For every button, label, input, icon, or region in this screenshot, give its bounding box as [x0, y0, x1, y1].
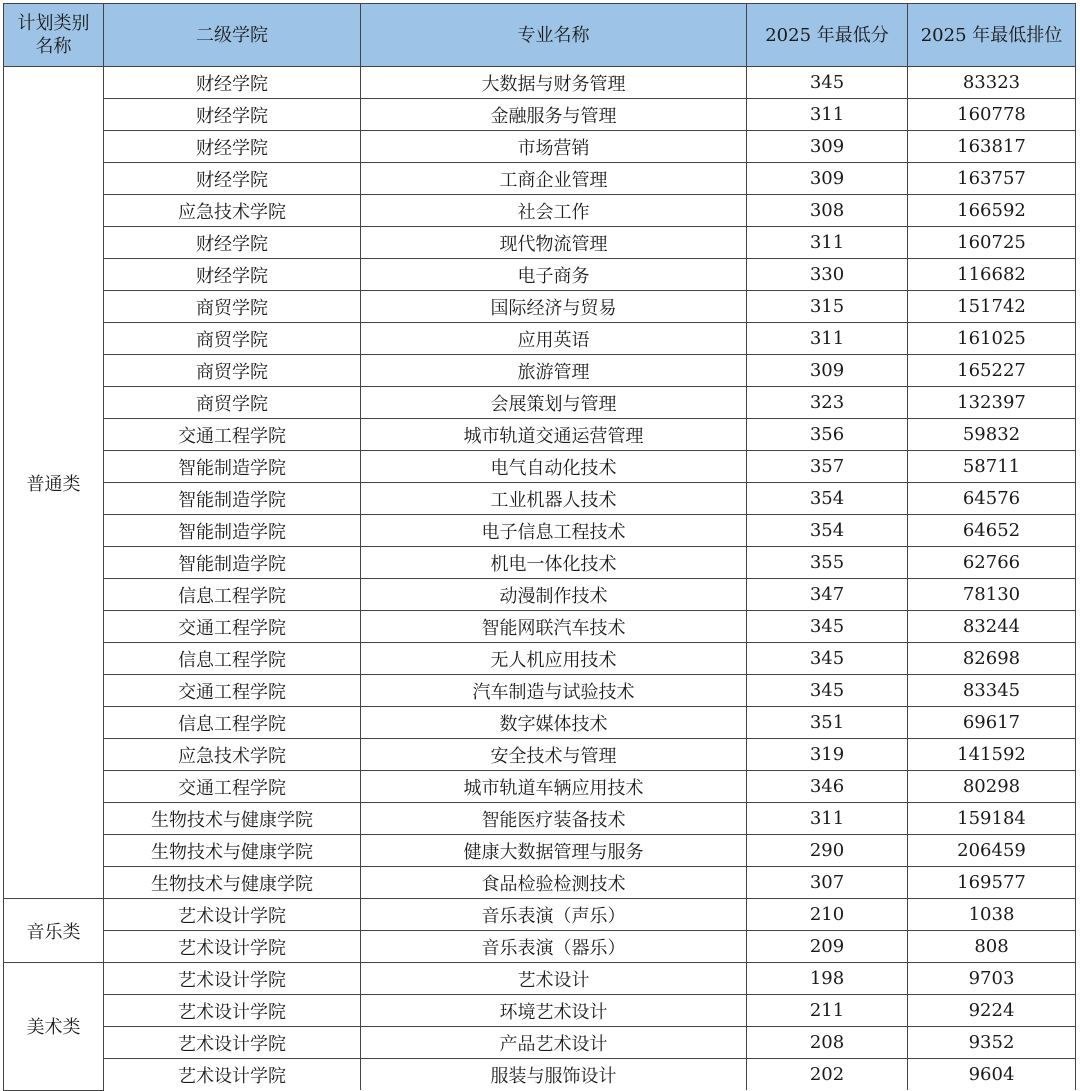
header-row [4, 4, 1076, 67]
college-cell: 交通工程学院 [104, 771, 361, 803]
min-rank-cell: 163817 [908, 131, 1076, 163]
college-cell: 商贸学院 [104, 323, 361, 355]
min-rank-cell: 64576 [908, 483, 1076, 515]
min-rank-cell: 83323 [908, 67, 1076, 99]
college-cell: 商贸学院 [104, 291, 361, 323]
min-score-cell: 323 [747, 387, 908, 419]
table-row [4, 291, 1076, 323]
major-cell: 应用英语 [361, 323, 747, 355]
min-rank-cell: 161025 [908, 323, 1076, 355]
admission-score-table [3, 3, 1076, 1091]
min-rank-cell: 9703 [908, 963, 1076, 995]
min-rank-cell: 9604 [908, 1059, 1076, 1091]
table-header [4, 4, 1076, 67]
table-row [4, 1059, 1076, 1091]
major-cell: 工业机器人技术 [361, 483, 747, 515]
major-cell: 服装与服饰设计 [361, 1059, 747, 1091]
min-score-cell: 345 [747, 675, 908, 707]
major-cell: 艺术设计 [361, 963, 747, 995]
college-cell: 艺术设计学院 [104, 1027, 361, 1059]
min-score-cell: 309 [747, 131, 908, 163]
min-score-cell: 345 [747, 67, 908, 99]
min-score-cell: 345 [747, 611, 908, 643]
min-score-cell: 308 [747, 195, 908, 227]
min-rank-cell: 165227 [908, 355, 1076, 387]
college-cell: 智能制造学院 [104, 515, 361, 547]
table-row [4, 451, 1076, 483]
min-score-cell: 202 [747, 1059, 908, 1091]
college-cell: 生物技术与健康学院 [104, 835, 361, 867]
college-cell: 艺术设计学院 [104, 963, 361, 995]
table-row [4, 99, 1076, 131]
header-major: 专业名称 [361, 4, 747, 67]
header-college: 二级学院 [104, 4, 361, 67]
college-cell: 艺术设计学院 [104, 931, 361, 963]
major-cell: 机电一体化技术 [361, 547, 747, 579]
header-min-score: 2025 年最低分 [747, 4, 908, 67]
table-row [4, 195, 1076, 227]
min-score-cell: 209 [747, 931, 908, 963]
table-row [4, 355, 1076, 387]
table-row [4, 835, 1076, 867]
category-cell: 普通类 [4, 67, 104, 899]
min-rank-cell: 83244 [908, 611, 1076, 643]
table-row [4, 259, 1076, 291]
min-rank-cell: 69617 [908, 707, 1076, 739]
college-cell: 信息工程学院 [104, 579, 361, 611]
min-rank-cell: 169577 [908, 867, 1076, 899]
table-row [4, 163, 1076, 195]
college-cell: 智能制造学院 [104, 483, 361, 515]
college-cell: 生物技术与健康学院 [104, 867, 361, 899]
min-score-cell: 345 [747, 643, 908, 675]
category-cell: 音乐类 [4, 899, 104, 963]
min-rank-cell: 151742 [908, 291, 1076, 323]
table-row [4, 515, 1076, 547]
min-score-cell: 309 [747, 355, 908, 387]
category-cell: 美术类 [4, 963, 104, 1091]
min-rank-cell: 116682 [908, 259, 1076, 291]
major-cell: 社会工作 [361, 195, 747, 227]
college-cell: 生物技术与健康学院 [104, 803, 361, 835]
college-cell: 财经学院 [104, 67, 361, 99]
min-rank-cell: 132397 [908, 387, 1076, 419]
table-row [4, 483, 1076, 515]
header-min-rank: 2025 年最低排位 [908, 4, 1076, 67]
min-rank-cell: 159184 [908, 803, 1076, 835]
major-cell: 数字媒体技术 [361, 707, 747, 739]
header-category-line2: 名称 [35, 36, 72, 57]
min-rank-cell: 160725 [908, 227, 1076, 259]
table-row [4, 771, 1076, 803]
major-cell: 市场营销 [361, 131, 747, 163]
min-score-cell: 354 [747, 483, 908, 515]
table-row [4, 739, 1076, 771]
college-cell: 财经学院 [104, 163, 361, 195]
major-cell: 产品艺术设计 [361, 1027, 747, 1059]
college-cell: 艺术设计学院 [104, 899, 361, 931]
min-rank-cell: 83345 [908, 675, 1076, 707]
major-cell: 动漫制作技术 [361, 579, 747, 611]
table-row [4, 867, 1076, 899]
min-score-cell: 354 [747, 515, 908, 547]
major-cell: 工商企业管理 [361, 163, 747, 195]
min-score-cell: 290 [747, 835, 908, 867]
major-cell: 环境艺术设计 [361, 995, 747, 1027]
min-rank-cell: 58711 [908, 451, 1076, 483]
major-cell: 食品检验检测技术 [361, 867, 747, 899]
min-score-cell: 351 [747, 707, 908, 739]
table-row [4, 547, 1076, 579]
major-cell: 汽车制造与试验技术 [361, 675, 747, 707]
major-cell: 电子商务 [361, 259, 747, 291]
table-row [4, 963, 1076, 995]
min-rank-cell: 808 [908, 931, 1076, 963]
header-category-line1: 计划类别 [17, 13, 90, 34]
college-cell: 艺术设计学院 [104, 995, 361, 1027]
table-row [4, 579, 1076, 611]
college-cell: 智能制造学院 [104, 451, 361, 483]
college-cell: 智能制造学院 [104, 547, 361, 579]
min-score-cell: 356 [747, 419, 908, 451]
major-cell: 音乐表演（器乐） [361, 931, 747, 963]
min-rank-cell: 9224 [908, 995, 1076, 1027]
min-score-cell: 319 [747, 739, 908, 771]
major-cell: 安全技术与管理 [361, 739, 747, 771]
min-score-cell: 309 [747, 163, 908, 195]
min-rank-cell: 80298 [908, 771, 1076, 803]
min-score-cell: 346 [747, 771, 908, 803]
min-score-cell: 311 [747, 99, 908, 131]
college-cell: 财经学院 [104, 99, 361, 131]
min-score-cell: 198 [747, 963, 908, 995]
min-rank-cell: 78130 [908, 579, 1076, 611]
major-cell: 智能网联汽车技术 [361, 611, 747, 643]
min-score-cell: 311 [747, 803, 908, 835]
table-row [4, 707, 1076, 739]
table-row [4, 1027, 1076, 1059]
table-row [4, 387, 1076, 419]
table-body [4, 67, 1076, 1091]
major-cell: 健康大数据管理与服务 [361, 835, 747, 867]
major-cell: 旅游管理 [361, 355, 747, 387]
table-row [4, 419, 1076, 451]
major-cell: 会展策划与管理 [361, 387, 747, 419]
college-cell: 财经学院 [104, 131, 361, 163]
min-rank-cell: 163757 [908, 163, 1076, 195]
major-cell: 电气自动化技术 [361, 451, 747, 483]
college-cell: 财经学院 [104, 227, 361, 259]
table-row [4, 611, 1076, 643]
min-score-cell: 311 [747, 323, 908, 355]
college-cell: 应急技术学院 [104, 739, 361, 771]
min-rank-cell: 166592 [908, 195, 1076, 227]
major-cell: 城市轨道车辆应用技术 [361, 771, 747, 803]
min-rank-cell: 59832 [908, 419, 1076, 451]
college-cell: 信息工程学院 [104, 643, 361, 675]
major-cell: 国际经济与贸易 [361, 291, 747, 323]
college-cell: 应急技术学院 [104, 195, 361, 227]
college-cell: 交通工程学院 [104, 419, 361, 451]
major-cell: 音乐表演（声乐） [361, 899, 747, 931]
major-cell: 智能医疗装备技术 [361, 803, 747, 835]
min-score-cell: 210 [747, 899, 908, 931]
table-row [4, 227, 1076, 259]
college-cell: 商贸学院 [104, 387, 361, 419]
min-score-cell: 347 [747, 579, 908, 611]
college-cell: 财经学院 [104, 259, 361, 291]
min-rank-cell: 1038 [908, 899, 1076, 931]
table-row [4, 131, 1076, 163]
min-rank-cell: 64652 [908, 515, 1076, 547]
min-score-cell: 307 [747, 867, 908, 899]
min-rank-cell: 141592 [908, 739, 1076, 771]
table-row [4, 675, 1076, 707]
college-cell: 商贸学院 [104, 355, 361, 387]
college-cell: 艺术设计学院 [104, 1059, 361, 1091]
major-cell: 无人机应用技术 [361, 643, 747, 675]
college-cell: 信息工程学院 [104, 707, 361, 739]
min-rank-cell: 62766 [908, 547, 1076, 579]
table-row [4, 323, 1076, 355]
table-row [4, 899, 1076, 931]
min-score-cell: 315 [747, 291, 908, 323]
min-rank-cell: 206459 [908, 835, 1076, 867]
min-score-cell: 355 [747, 547, 908, 579]
college-cell: 交通工程学院 [104, 675, 361, 707]
min-score-cell: 211 [747, 995, 908, 1027]
major-cell: 金融服务与管理 [361, 99, 747, 131]
major-cell: 现代物流管理 [361, 227, 747, 259]
major-cell: 电子信息工程技术 [361, 515, 747, 547]
table-row [4, 803, 1076, 835]
college-cell: 交通工程学院 [104, 611, 361, 643]
min-rank-cell: 9352 [908, 1027, 1076, 1059]
min-score-cell: 208 [747, 1027, 908, 1059]
major-cell: 大数据与财务管理 [361, 67, 747, 99]
table-row [4, 995, 1076, 1027]
major-cell: 城市轨道交通运营管理 [361, 419, 747, 451]
min-rank-cell: 160778 [908, 99, 1076, 131]
table-row [4, 931, 1076, 963]
min-score-cell: 330 [747, 259, 908, 291]
table-row [4, 643, 1076, 675]
header-category [4, 4, 104, 67]
min-score-cell: 311 [747, 227, 908, 259]
min-score-cell: 357 [747, 451, 908, 483]
table-row [4, 67, 1076, 99]
min-rank-cell: 82698 [908, 643, 1076, 675]
